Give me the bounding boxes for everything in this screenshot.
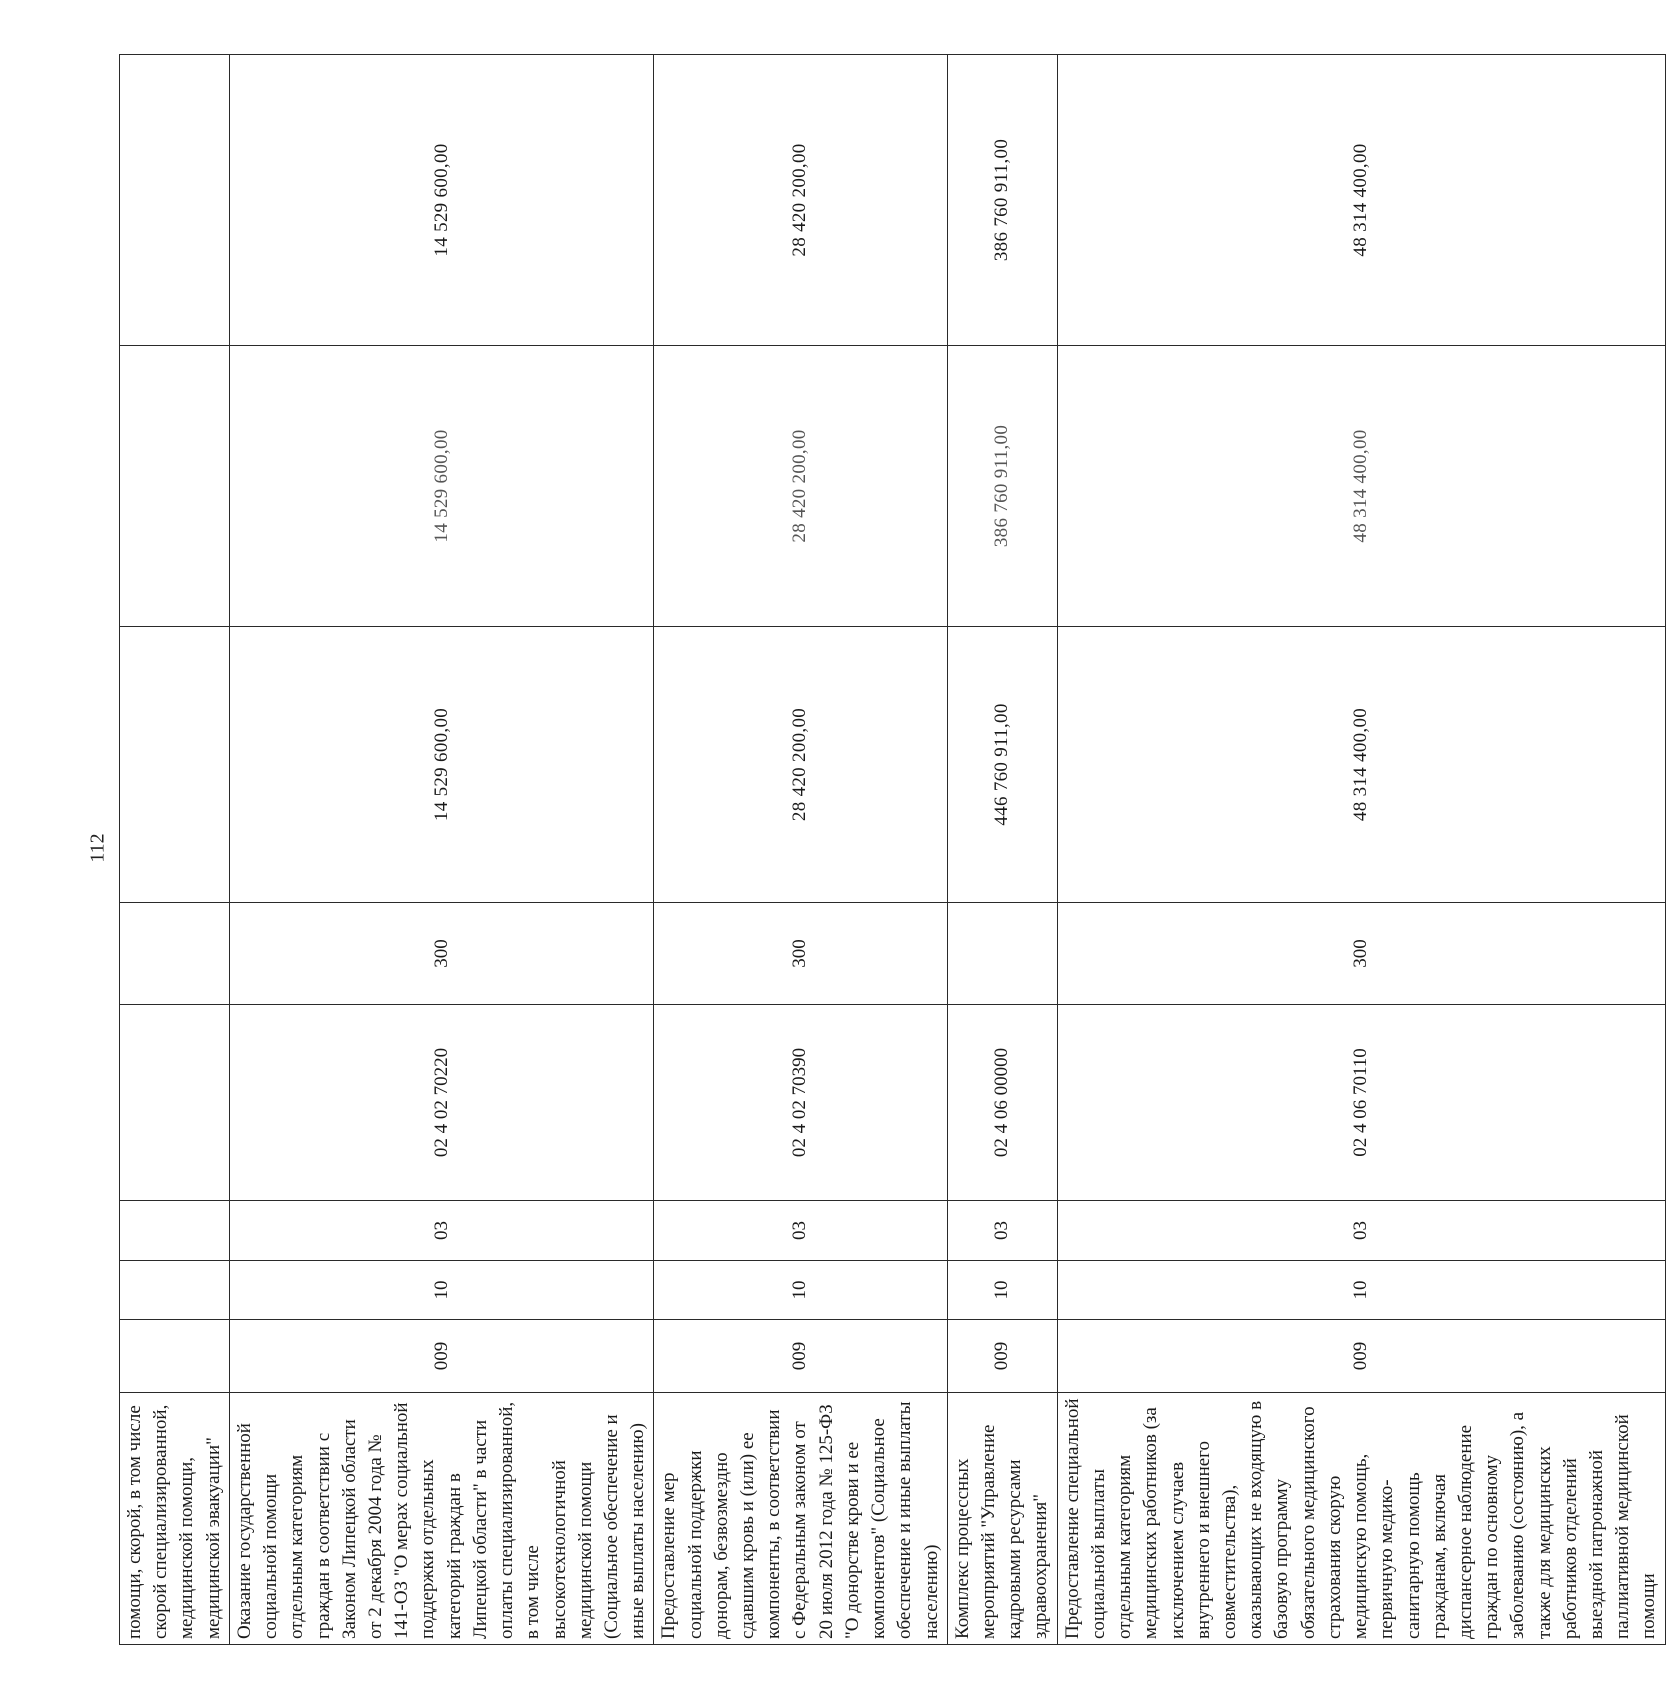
amount-1: 28 420 200,00 xyxy=(654,627,947,903)
target-article: 02 4 02 70220 xyxy=(229,1005,654,1201)
section-code: 10 xyxy=(1057,1261,1665,1320)
amount-1 xyxy=(120,627,230,903)
amount-3: 28 420 200,00 xyxy=(654,55,947,346)
amount-1: 446 760 911,00 xyxy=(947,627,1057,903)
ministry-code: 009 xyxy=(654,1320,947,1393)
row-description: помощи, скорой, в том числе скорой специализированной, медицинской помощи, медицинской эвакуации" xyxy=(120,1393,230,1645)
target-article: 02 4 06 70110 xyxy=(1057,1005,1665,1201)
expense-type: 300 xyxy=(229,903,654,1005)
row-description: Предоставление специальной социальной выплаты отдельным категориям медицинских работников (за исключением случаев внутреннего и внешнего совместительства), оказывающих не входящую в базовую программу обязательного медицинского страхования скорую медицинскую помощь, первичную медико-санитарную помощь гражданам, включая диспансерное наблюдение граждан по основному заболеванию (состоянию), а также для медицинских работников отделений выездной патронажной паллиативной медицинской помощи xyxy=(1057,1393,1665,1645)
amount-2: 14 529 600,00 xyxy=(229,346,654,627)
ministry-code: 009 xyxy=(1057,1320,1665,1393)
ministry-code xyxy=(120,1320,230,1393)
subsection-code xyxy=(120,1201,230,1261)
expense-type xyxy=(120,903,230,1005)
amount-2: 386 760 911,00 xyxy=(947,346,1057,627)
amount-3: 14 529 600,00 xyxy=(229,55,654,346)
table-row xyxy=(654,55,947,1645)
amount-3: 48 314 400,00 xyxy=(1057,55,1665,346)
row-description: Предоставление мер социальной поддержки донорам, безвозмездно сдавшим кровь и (или) ее компоненты, в соответствии с Федеральным законом от 20 июля 2012 года № 125-ФЗ "О донорстве крови и ее компонентов" (Социальное обеспечение и иные выплаты населению) xyxy=(654,1393,947,1645)
subsection-code: 03 xyxy=(1057,1201,1665,1261)
amount-2: 48 314 400,00 xyxy=(1057,346,1665,627)
amount-2: 28 420 200,00 xyxy=(654,346,947,627)
target-article xyxy=(120,1005,230,1201)
amount-3: 386 760 911,00 xyxy=(947,55,1057,346)
subsection-code: 03 xyxy=(947,1201,1057,1261)
target-article: 02 4 02 70390 xyxy=(654,1005,947,1201)
subsection-code: 03 xyxy=(654,1201,947,1261)
expense-type: 300 xyxy=(654,903,947,1005)
amount-1: 14 529 600,00 xyxy=(229,627,654,903)
amount-3 xyxy=(120,55,230,346)
target-article: 02 4 06 00000 xyxy=(947,1005,1057,1201)
row-description: Комплекс процессных мероприятий "Управление кадровыми ресурсами здравоохранения" xyxy=(947,1393,1057,1645)
section-code: 10 xyxy=(654,1261,947,1320)
amount-1: 48 314 400,00 xyxy=(1057,627,1665,903)
amount-2 xyxy=(120,346,230,627)
ministry-code: 009 xyxy=(947,1320,1057,1393)
subsection-code: 03 xyxy=(229,1201,654,1261)
table-row xyxy=(229,55,654,1645)
page-number: 112 xyxy=(86,833,109,863)
table-row xyxy=(120,55,230,1645)
expense-type xyxy=(947,903,1057,1005)
row-description: Оказание государственной социальной помощи отдельным категориям граждан в соответствии с Законом Липецкой области от 2 декабря 2004 года № 141-ОЗ "О мерах социальной поддержки отдельных категорий граждан в Липецкой области" в части оплаты специализированной, в том числе высокотехнологичной медицинской помощи (Социальное обеспечение и иные выплаты населению) xyxy=(229,1393,654,1645)
ministry-code: 009 xyxy=(229,1320,654,1393)
rotated-table-area xyxy=(119,55,1660,1645)
section-code xyxy=(120,1261,230,1320)
section-code: 10 xyxy=(947,1261,1057,1320)
section-code: 10 xyxy=(229,1261,654,1320)
table-row xyxy=(947,55,1057,1645)
table-row xyxy=(1057,55,1665,1645)
budget-table xyxy=(119,54,1666,1645)
expense-type: 300 xyxy=(1057,903,1665,1005)
